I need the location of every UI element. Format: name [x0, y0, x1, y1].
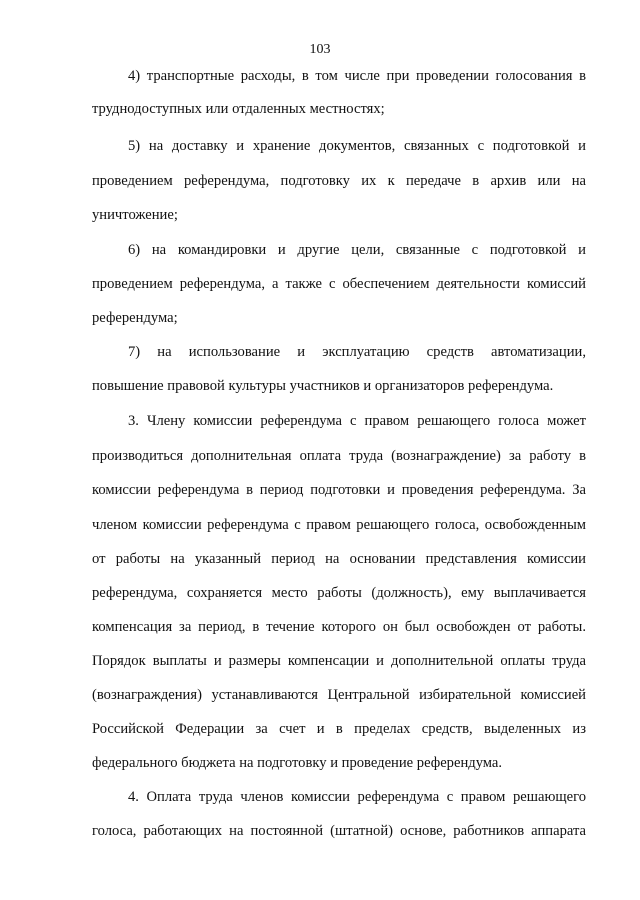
text-line: комиссии референдума в период подготовки и проведения референдума. За [92, 482, 586, 498]
text-line: 7) на использование и эксплуатацию средств автоматизации, [128, 344, 586, 360]
page-number: 103 [309, 42, 331, 57]
text-line: проведением референдума, а также с обеспечением деятельности комиссий [92, 276, 586, 292]
text-line: проведением референдума, подготовку их к передаче в архив или на [92, 173, 586, 189]
text-line: референдума, сохраняется место работы (должность), ему выплачивается [92, 585, 586, 601]
text-line: 3. Члену комиссии референдума с правом решающего голоса может [128, 413, 586, 429]
text-line: федерального бюджета на подготовку и проведение референдума. [92, 755, 503, 771]
text-line: производиться дополнительная оплата труда (вознаграждение) за работу в [92, 448, 586, 464]
text-line: (вознаграждения) устанавливаются Центральной избирательной комиссией [92, 687, 586, 703]
text-line: 4. Оплата труда членов комиссии референдума с правом решающего [128, 789, 586, 805]
text-line: членом комиссии референдума с правом решающего голоса, освобожденным [92, 517, 586, 533]
text-line: труднодоступных или отдаленных местностях; [92, 101, 385, 117]
text-line: повышение правовой культуры участников и организаторов референдума. [92, 378, 554, 394]
text-line: Порядок выплаты и размеры компенсации и дополнительной оплаты труда [92, 653, 586, 669]
text-line: Российской Федерации за счет и в пределах средств, выделенных из [92, 721, 586, 737]
text-line: от работы на указанный период на основании представления комиссии [92, 551, 586, 567]
text-line: референдума; [92, 310, 178, 326]
text-line: 6) на командировки и другие цели, связанные с подготовкой и [128, 242, 586, 258]
text-line: 4) транспортные расходы, в том числе при проведении голосования в [128, 68, 586, 84]
text-line: компенсация за период, в течение которого он был освобожден от работы. [92, 619, 586, 635]
text-line: голоса, работающих на постоянной (штатной) основе, работников аппарата [92, 823, 586, 839]
text-line: 5) на доставку и хранение документов, связанных с подготовкой и [128, 138, 586, 154]
text-line: уничтожение; [92, 207, 178, 223]
